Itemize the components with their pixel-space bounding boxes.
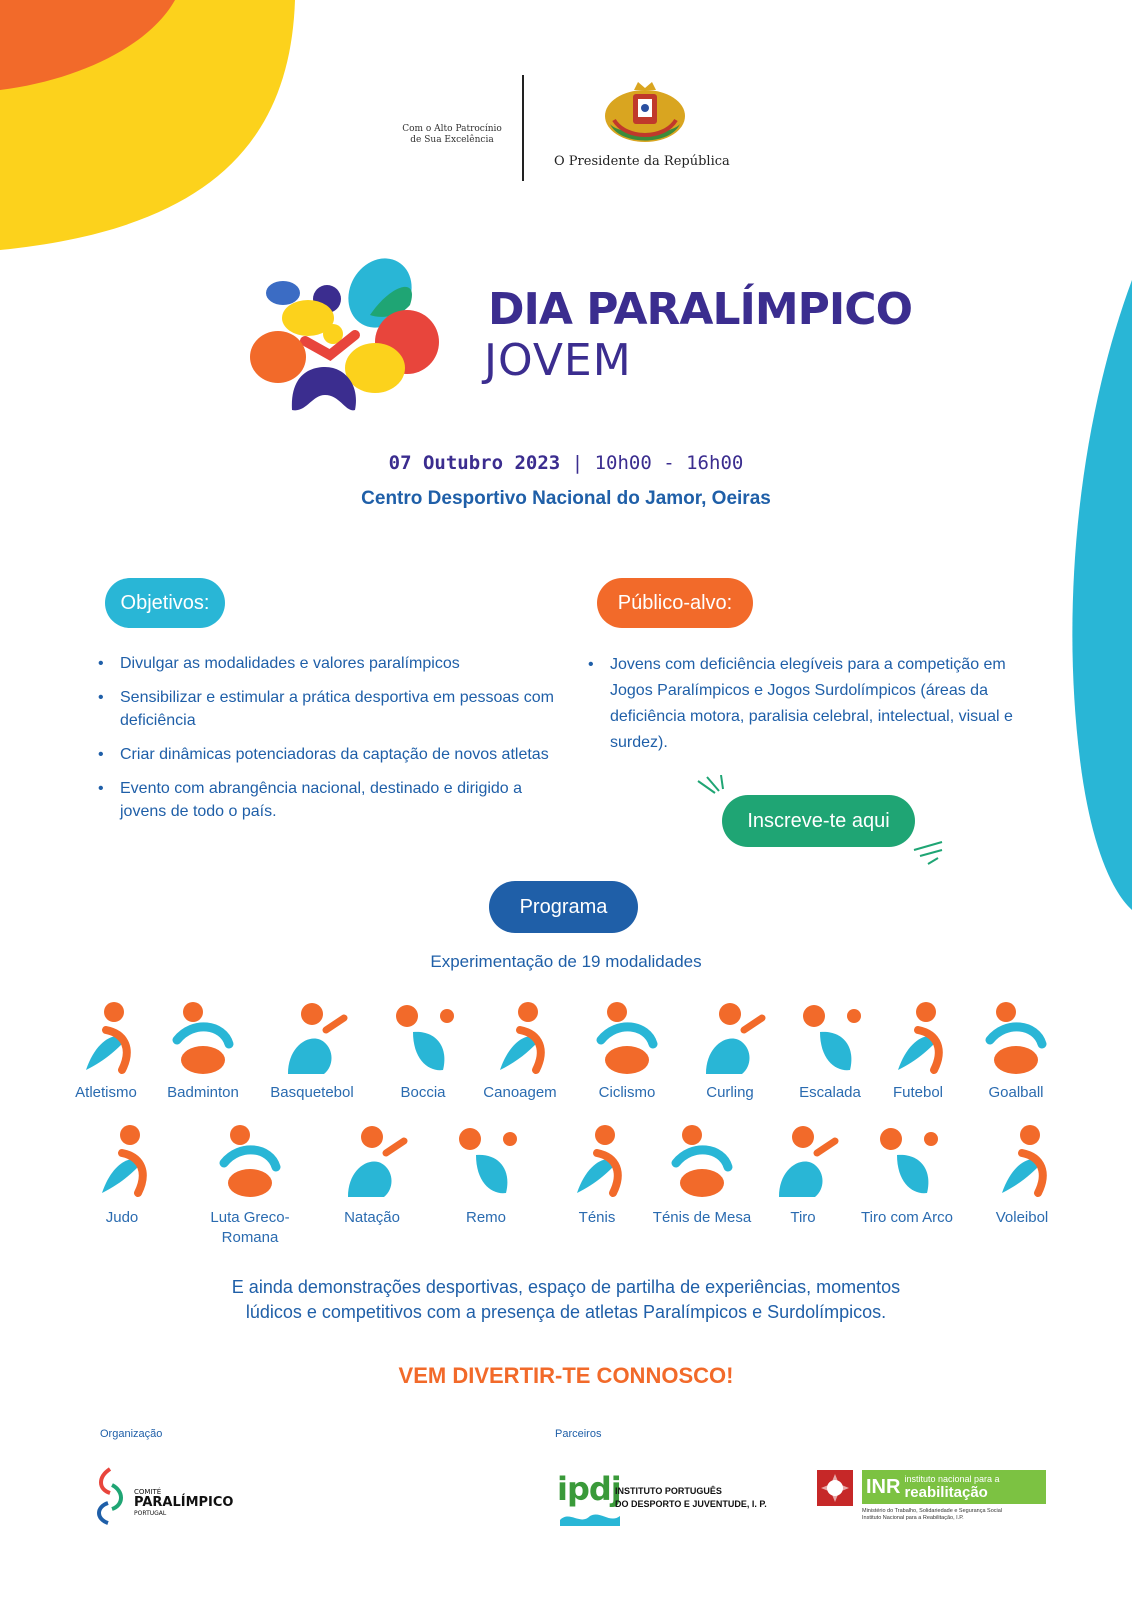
sport-curling-icon — [690, 1000, 770, 1085]
sport-natação-icon — [332, 1123, 412, 1208]
inr-sub-1: Ministério do Trabalho, Solidariedade e Segurança Social — [862, 1508, 1003, 1514]
list-item: • Criar dinâmicas potenciadoras da captação de novos atletas — [98, 743, 568, 766]
sport-label: Luta Greco-Romana — [210, 1209, 290, 1246]
sport-label: Tiro com Arco — [861, 1209, 953, 1226]
inr-name — [904, 1473, 999, 1501]
objectives-pill: Objetivos: — [105, 578, 225, 628]
sport-goalball-icon — [976, 1000, 1056, 1085]
objectives-list — [98, 652, 568, 834]
event-logo-icon — [250, 255, 445, 420]
sport-badminton-icon — [163, 1000, 243, 1085]
signup-button[interactable]: Inscreve-te aqui — [722, 795, 915, 847]
patronage-divider — [522, 75, 524, 181]
patronage-line-1: Com o Alto Patrocínio — [402, 124, 502, 134]
ipdj-text — [615, 1485, 767, 1511]
sport-label: Judo — [105, 1209, 139, 1226]
sport-label: Badminton — [167, 1084, 239, 1101]
sport-remo-icon — [446, 1123, 526, 1208]
ipdj-line-2: DO DESPORTO E JUVENTUDE, I. P. — [615, 1499, 767, 1509]
cpp-line-1: COMITÉ — [134, 1488, 162, 1496]
coat-of-arms-icon — [600, 80, 690, 152]
inr-line-1: instituto nacional para a — [904, 1474, 1000, 1484]
ipdj-wave-icon — [560, 1510, 620, 1526]
inr-subtext — [862, 1508, 1002, 1522]
sport-label: Ciclismo — [598, 1084, 656, 1101]
sport-label: Futebol — [892, 1084, 944, 1101]
inr-line-2: reabilitação — [904, 1484, 988, 1501]
event-title-line-2: JOVEM — [484, 335, 632, 386]
organization-label: Organização — [100, 1428, 163, 1440]
call-to-action: VEM DIVERTIR-TE CONNOSCO! — [398, 1363, 734, 1388]
list-item: • Jovens com deficiência elegíveis para a competição em Jogos Paralímpicos e Jogos Surdolímpicos (áreas da deficiência motora, paralisia celebral, intelectual, visual e surdez). — [588, 652, 1038, 756]
sport-basquetebol-icon — [272, 1000, 352, 1085]
sport-escalada-icon — [790, 1000, 870, 1085]
event-title-line-1: DIA PARALÍMPICO — [488, 284, 912, 335]
sport-canoagem-icon — [480, 1000, 560, 1085]
list-item: • Sensibilizar e estimular a prática desportiva em pessoas com deficiência — [98, 686, 568, 732]
partners-label: Parceiros — [555, 1428, 602, 1440]
sport-label: Canoagem — [483, 1084, 557, 1101]
event-date: 07 Outubro 2023 — [388, 452, 561, 474]
inr-sub-2: Instituto Nacional para a Reabilitação, I.P. — [862, 1515, 964, 1521]
audience-list — [588, 652, 1038, 767]
patronage-text — [392, 124, 512, 146]
sport-label: Remo — [465, 1209, 506, 1226]
sport-label: Basquetebol — [270, 1084, 354, 1101]
list-item: • Divulgar as modalidades e valores paralímpicos — [98, 652, 568, 675]
closing-line-2: lúdicos e competitivos com a presença de atletas Paralímpicos e Surdolímpicos. — [245, 1302, 887, 1322]
event-date-time — [0, 452, 1132, 474]
paralympic-committee-text — [134, 1488, 233, 1517]
sport-atletismo-icon — [66, 1000, 146, 1085]
cpp-line-3: PORTUGAL — [134, 1510, 167, 1517]
ipdj-line-1: INSTITUTO PORTUGUÊS — [615, 1486, 722, 1496]
sport-label: Ténis de Mesa — [652, 1209, 752, 1226]
inr-emblem-icon — [817, 1470, 853, 1506]
sport-tiro-icon — [763, 1123, 843, 1208]
inr-banner — [862, 1470, 1046, 1504]
ipdj-acronym: ipdj — [557, 1470, 621, 1508]
sport-ténis-de-mesa-icon — [662, 1123, 742, 1208]
patronage-line-2: de Sua Excelência — [410, 135, 494, 145]
program-subtitle: Experimentação de 19 modalidades — [430, 952, 702, 971]
sport-label: Tiro — [790, 1209, 816, 1226]
sparkle-left-icon — [695, 775, 731, 801]
inr-acronym: INR — [866, 1475, 901, 1498]
sport-tiro-com-arco-icon — [867, 1123, 947, 1208]
sport-label: Escalada — [799, 1084, 861, 1101]
sport-label: Ténis — [578, 1209, 616, 1226]
sport-label: Voleibol — [995, 1209, 1049, 1226]
sport-voleibol-icon — [982, 1123, 1062, 1208]
date-separator: | — [571, 452, 584, 474]
sparkle-right-icon — [912, 840, 948, 866]
sport-label: Curling — [706, 1084, 754, 1101]
cpp-line-2: PARALÍMPICO — [134, 1495, 234, 1510]
sport-judo-icon — [82, 1123, 162, 1208]
event-time: 10h00 - 16h00 — [594, 452, 744, 474]
list-item: • Evento com abrangência nacional, destinado e dirigido a jovens de todo o país. — [98, 777, 568, 823]
sport-futebol-icon — [878, 1000, 958, 1085]
paralympic-committee-logo-icon — [90, 1465, 130, 1525]
sport-ténis-icon — [557, 1123, 637, 1208]
sport-boccia-icon — [383, 1000, 463, 1085]
president-label: O Presidente da República — [554, 154, 730, 169]
closing-text — [0, 1275, 1132, 1325]
sport-label: Goalball — [988, 1084, 1044, 1101]
sport-ciclismo-icon — [587, 1000, 667, 1085]
event-venue: Centro Desportivo Nacional do Jamor, Oeiras — [361, 488, 771, 509]
audience-pill: Público-alvo: — [597, 578, 753, 628]
closing-line-1: E ainda demonstrações desportivas, espaço de partilha de experiências, momentos — [231, 1277, 901, 1297]
sport-label: Atletismo — [75, 1084, 137, 1101]
sport-luta-greco-romana-icon — [210, 1123, 290, 1208]
program-pill: Programa — [489, 881, 638, 933]
sport-label: Natação — [344, 1209, 400, 1226]
sport-label: Boccia — [400, 1084, 446, 1101]
